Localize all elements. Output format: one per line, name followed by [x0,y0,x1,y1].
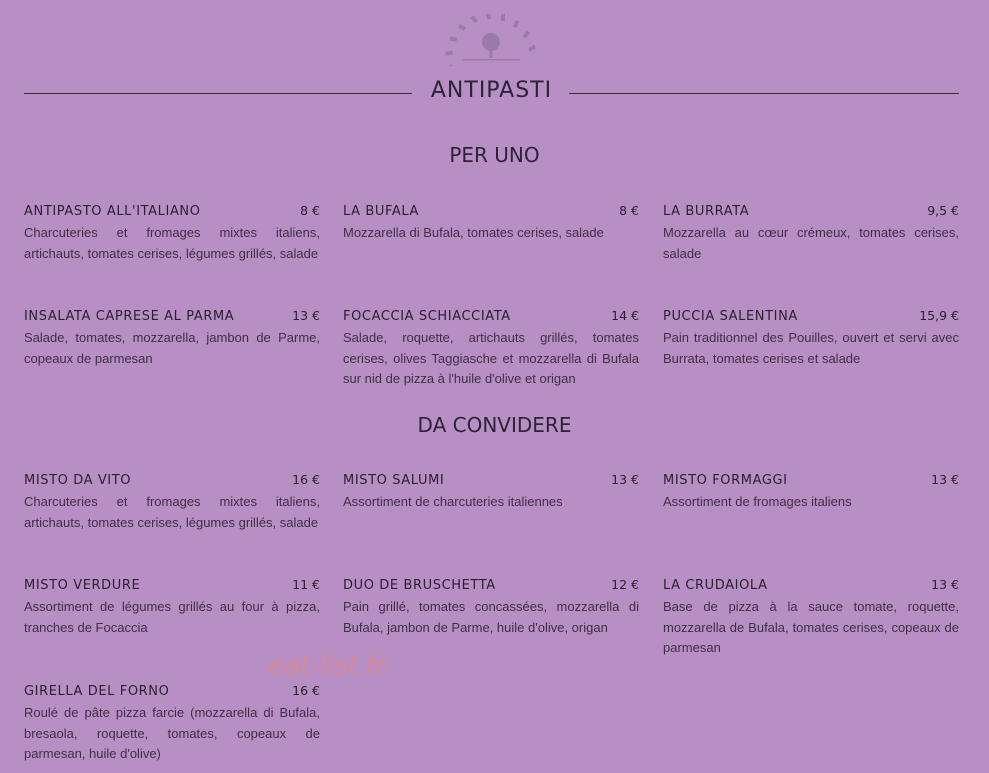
menu-item [24,308,320,369]
sunburst-tree-logo-icon [444,14,538,66]
item-name: MISTO SALUMI [343,473,445,488]
item-name: LA BURRATA [663,204,750,219]
item-description: Salade, tomates, mozzarella, jambon de Parme, copeaux de parmesan [24,330,320,366]
item-price: 13 € [931,472,959,487]
menu-item [24,683,320,765]
item-price: 14 € [611,308,639,323]
menu-item [663,203,959,264]
item-name: MISTO FORMAGGI [663,473,788,488]
item-name: MISTO DA VITO [24,473,132,488]
menu-item [343,577,639,638]
item-description: Roulé de pâte pizza farcie (mozzarella di Bufala, bresaola, roquette, tomates, copeaux de parmesan, huile d'olive) [24,705,320,761]
menu-item [343,472,639,513]
header-divider-right [569,93,959,94]
menu-header [24,78,959,108]
item-description: Base de pizza à la sauce tomate, roquette, mozzarella de Bufala, tomates cerises, copeaux de parmesan [663,599,959,655]
item-description: Assortiment de charcuteries italiennes [343,494,563,509]
item-price: 11 € [292,577,320,592]
item-price: 16 € [292,683,320,698]
menu-item [343,308,639,390]
menu-item [24,472,320,533]
item-name: FOCACCIA SCHIACCIATA [343,309,511,324]
menu-item [663,577,959,659]
section-title-per-uno: PER UNO [449,143,540,167]
menu-item [343,203,639,244]
item-name: PUCCIA SALENTINA [663,309,798,324]
menu-item [663,472,959,513]
header-divider-left [24,93,412,94]
item-description: Charcuteries et fromages mixtes italiens, artichauts, tomates cerises, légumes grillés, salade [24,225,320,261]
item-price: 15,9 € [919,308,959,323]
item-description: Pain traditionnel des Pouilles, ouvert et servi avec Burrata, tomates cerises et salade [663,330,959,366]
item-description: Assortiment de fromages italiens [663,494,852,509]
item-name: MISTO VERDURE [24,578,141,593]
item-name: GIRELLA DEL FORNO [24,684,170,699]
item-name: DUO DE BRUSCHETTA [343,578,496,593]
item-name: LA CRUDAIOLA [663,578,768,593]
watermark: eat-list.fr [268,651,386,681]
item-price: 12 € [611,577,639,592]
page-title: ANTIPASTI [430,78,553,103]
item-name: ANTIPASTO ALL'ITALIANO [24,204,201,219]
item-price: 8 € [300,203,320,218]
item-price: 9,5 € [927,203,959,218]
menu-item [663,308,959,369]
menu-item [24,577,320,638]
item-price: 16 € [292,472,320,487]
item-price: 13 € [292,308,320,323]
item-description: Pain grillé, tomates concassées, mozzarella di Bufala, jambon de Parme, huile d'olive, origan [343,599,639,635]
menu-item [24,203,320,264]
item-name: INSALATA CAPRESE AL PARMA [24,309,235,324]
item-price: 13 € [611,472,639,487]
item-name: LA BUFALA [343,204,420,219]
item-description: Salade, roquette, artichauts grillés, tomates cerises, olives Taggiasche et mozzarella di Bufala sur nid de pizza à l'huile d'olive et origan [343,330,639,386]
item-price: 13 € [931,577,959,592]
section-title-da-convidere: DA CONVIDERE [417,413,572,437]
item-description: Assortiment de légumes grillés au four à pizza, tranches de Focaccia [24,599,320,635]
item-price: 8 € [619,203,639,218]
item-description: Mozzarella au cœur crémeux, tomates cerises, salade [663,225,959,261]
item-description: Charcuteries et fromages mixtes italiens, artichauts, tomates cerises, légumes grillés, salade [24,494,320,530]
item-description: Mozzarella di Bufala, tomates cerises, salade [343,225,604,240]
